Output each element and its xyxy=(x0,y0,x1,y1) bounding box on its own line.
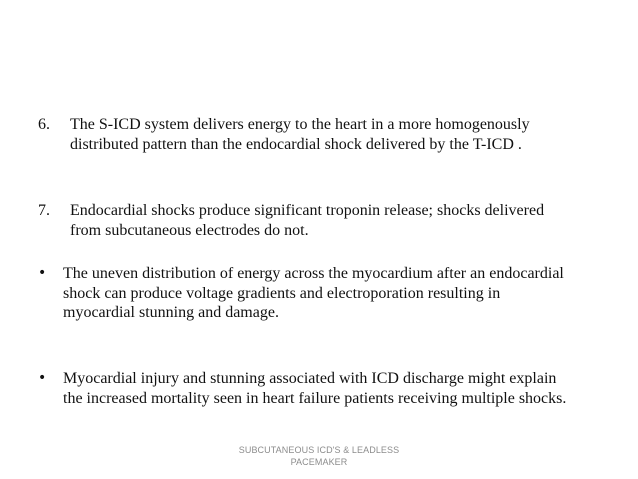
list-number: 6. xyxy=(38,116,50,133)
footer-line: PACEMAKER xyxy=(290,457,348,467)
bullet-text-line: myocardial stunning and damage. xyxy=(63,304,279,321)
list-item-text-line: Endocardial shocks produce significant troponin release; shocks delivered xyxy=(70,202,545,219)
list-item-text-line: The S-ICD system delivers energy to the heart in a more homogenously xyxy=(70,116,530,133)
bullet-icon: • xyxy=(38,265,47,281)
bullet-item-energy-distribution xyxy=(38,264,618,323)
list-item-6 xyxy=(38,115,618,154)
bullet-text-line: Myocardial injury and stunning associated with ICD discharge might explain xyxy=(63,370,557,387)
list-number: 7. xyxy=(38,202,50,219)
list-item-text-line: from subcutaneous electrodes do not. xyxy=(70,221,309,239)
bullet-icon: • xyxy=(38,370,47,386)
bullet-item-myocardial-injury xyxy=(38,369,618,408)
list-item-text-line: distributed pattern than the endocardial shock delivered by the T-ICD . xyxy=(70,135,522,153)
list-item-7 xyxy=(38,201,618,240)
slide-footer xyxy=(209,444,429,468)
bullet-text-line: shock can produce voltage gradients and electroporation resulting in xyxy=(63,284,501,302)
bullet-text-line: the increased mortality seen in heart failure patients receiving multiple shocks. xyxy=(63,389,567,407)
bullet-text-line: The uneven distribution of energy across the myocardium after an endocardial xyxy=(63,265,564,282)
footer-line: SUBCUTANEOUS ICD'S & LEADLESS xyxy=(238,445,400,455)
